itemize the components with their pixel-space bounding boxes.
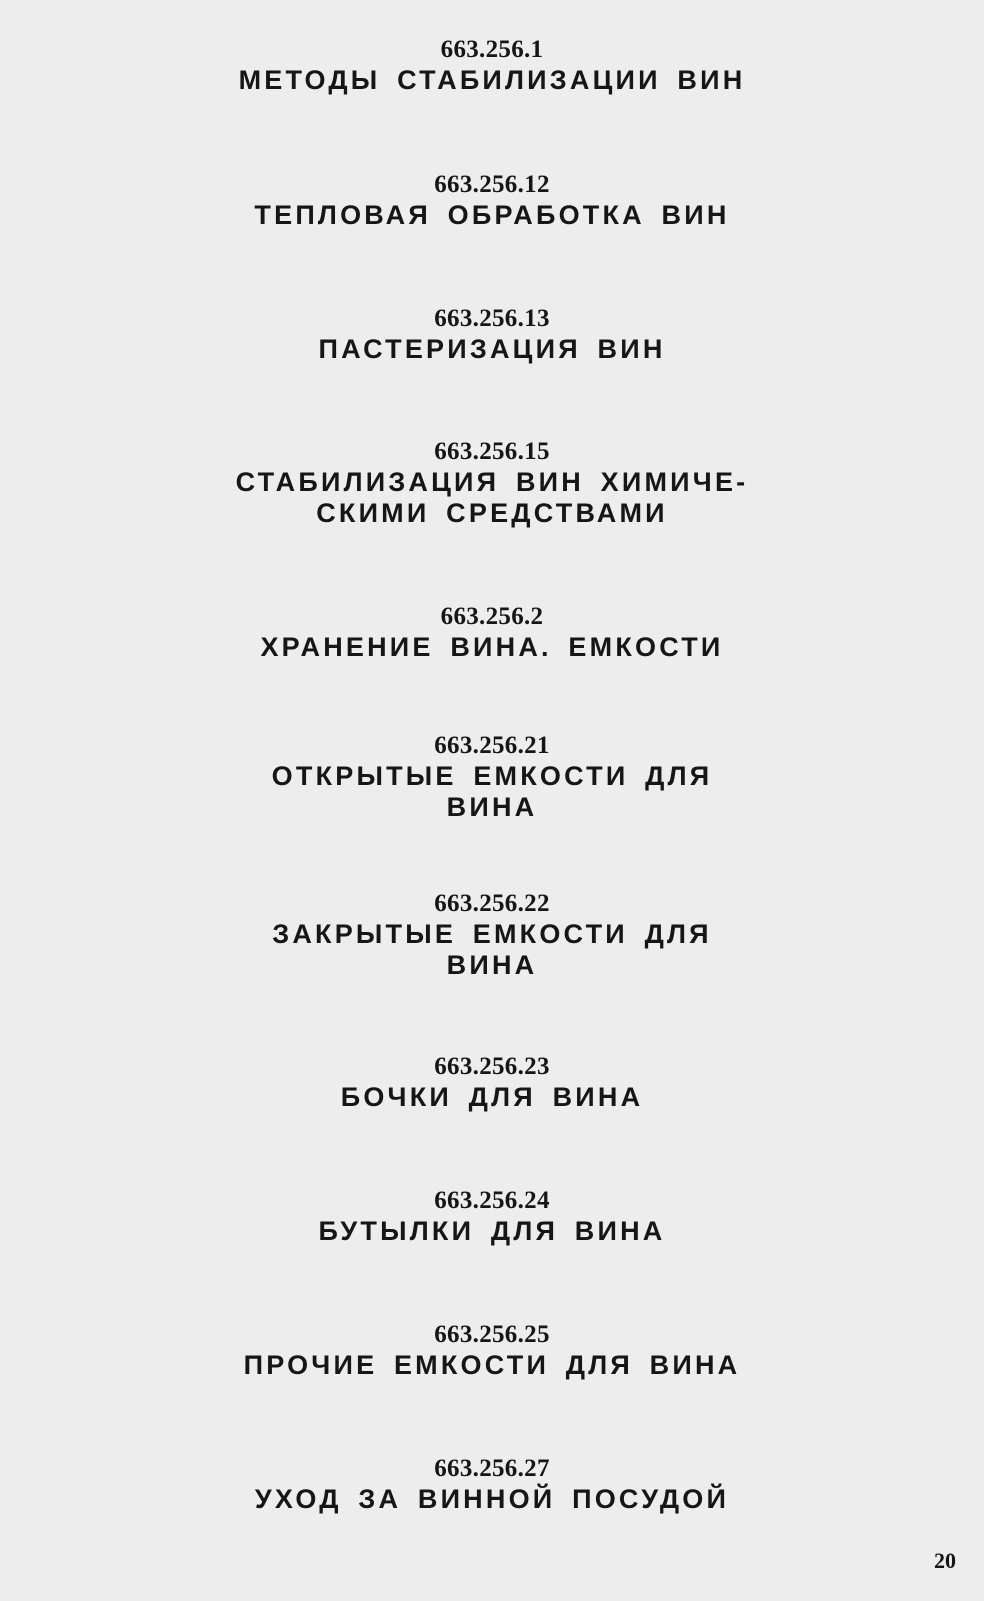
- entry-title: [0, 919, 984, 981]
- entry-title-line: МЕТОДЫ СТАБИЛИЗАЦИИ ВИН: [238, 65, 746, 95]
- entry-title-line: УХОД ЗА ВИННОЙ ПОСУДОЙ: [254, 1484, 730, 1514]
- entry-code: 663.256.2: [440, 603, 544, 630]
- index-entry: [0, 1052, 984, 1113]
- entry-title-line: ЗАКРЫТЫЕ ЕМКОСТИ ДЛЯ: [272, 919, 712, 949]
- index-entry: [0, 731, 984, 823]
- entry-title: [0, 200, 984, 231]
- entry-title-line: БУТЫЛКИ ДЛЯ ВИНА: [318, 1216, 666, 1246]
- entry-title-line: ПАСТЕРИЗАЦИЯ ВИН: [318, 334, 666, 364]
- entry-title-line: СКИМИ СРЕДСТВАМИ: [316, 498, 668, 528]
- index-entry: [0, 1320, 984, 1381]
- entry-title-line: СТАБИЛИЗАЦИЯ ВИН ХИМИЧЕ-: [235, 467, 749, 497]
- entry-code: 663.256.15: [434, 438, 550, 465]
- entry-title-line: ОТКРЫТЫЕ ЕМКОСТИ ДЛЯ: [271, 761, 713, 791]
- page-number: 20: [934, 1548, 956, 1573]
- entry-title: [0, 1082, 984, 1113]
- index-entry: [0, 889, 984, 981]
- entry-title: [0, 761, 984, 823]
- entry-code: 663.256.23: [434, 1053, 550, 1080]
- entry-code: 663.256.13: [434, 305, 550, 332]
- entry-title-line: ТЕПЛОВАЯ ОБРАБОТКА ВИН: [254, 200, 730, 230]
- entry-title-line: ВИНА: [446, 792, 538, 822]
- index-entry: [0, 1186, 984, 1247]
- entry-title: [0, 1350, 984, 1381]
- entry-title: [0, 1484, 984, 1515]
- entry-title: [0, 632, 984, 663]
- entry-title-line: БОЧКИ ДЛЯ ВИНА: [340, 1082, 644, 1112]
- entry-title-line: ПРОЧИЕ ЕМКОСТИ ДЛЯ ВИНА: [243, 1350, 741, 1380]
- index-entry: [0, 35, 984, 96]
- entry-code: 663.256.21: [434, 732, 550, 759]
- entry-code: 663.256.12: [434, 171, 550, 198]
- index-entry: [0, 437, 984, 529]
- index-entry: [0, 1454, 984, 1515]
- entry-code: 663.256.25: [434, 1321, 550, 1348]
- entry-title: [0, 1216, 984, 1247]
- entry-code: 663.256.24: [434, 1187, 550, 1214]
- index-entry: [0, 170, 984, 231]
- entry-title: [0, 467, 984, 529]
- entry-code: 663.256.27: [434, 1455, 550, 1482]
- entry-code: 663.256.22: [434, 890, 550, 917]
- index-entry: [0, 304, 984, 365]
- entry-code: 663.256.1: [440, 36, 544, 63]
- entry-title: [0, 334, 984, 365]
- entry-title: [0, 65, 984, 96]
- index-entry: [0, 602, 984, 663]
- entry-title-line: ВИНА: [446, 950, 538, 980]
- entry-title-line: ХРАНЕНИЕ ВИНА. ЕМКОСТИ: [260, 632, 724, 662]
